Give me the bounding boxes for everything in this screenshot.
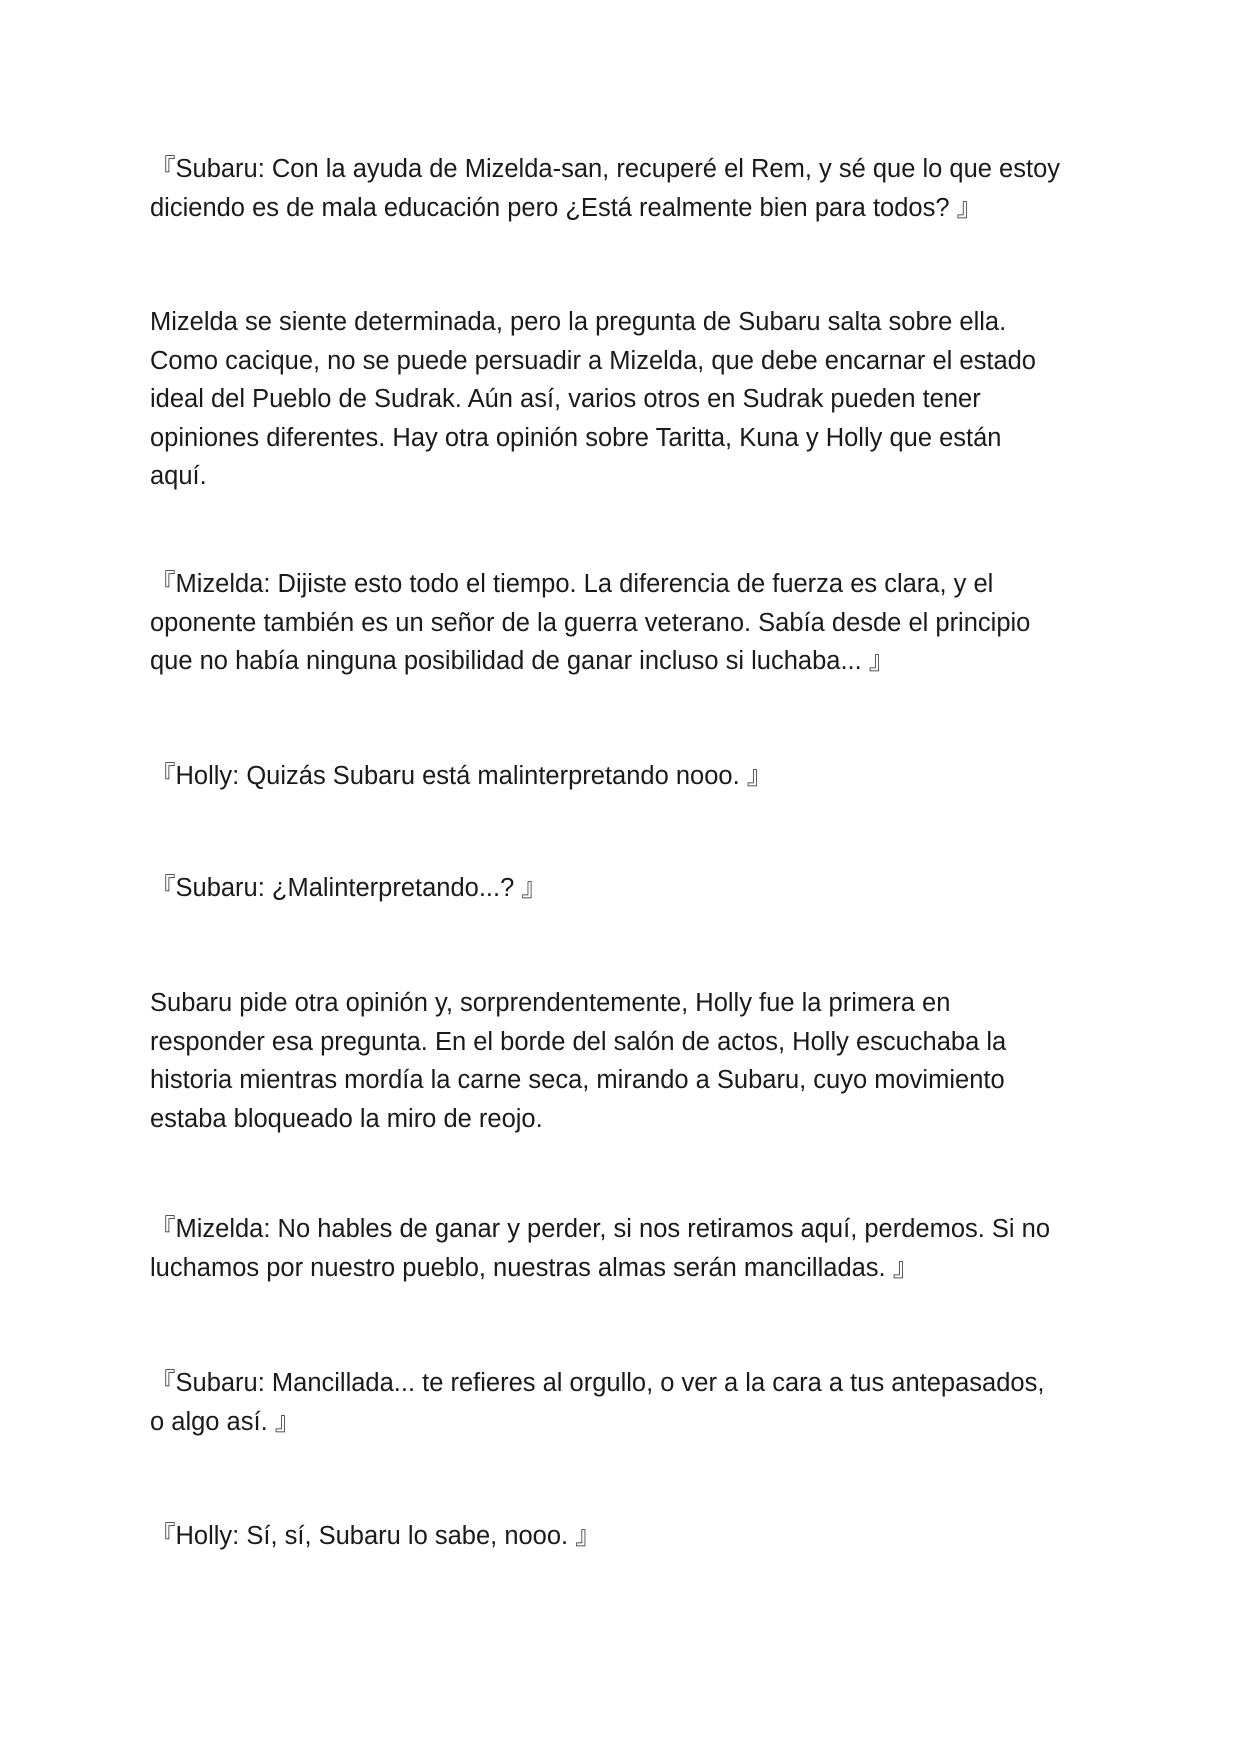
dialogue-subaru-1: 『Subaru: Con la ayuda de Mizelda-san, recuperé el Rem, y sé que lo que estoy diciendo es de mala educación pero ¿Está realmente bien para todos? 』 (150, 155, 1061, 222)
dialogue-holly-1: 『Holly: Quizás Subaru está malinterpretando nooo. 』 (150, 762, 773, 790)
narration-paragraph-2: Subaru pide otra opinión y, sorprendentemente, Holly fue la primera en responder esa pregunta. En el borde del salón de actos, Holly escuchaba la historia mientras mordía la carne seca, mirando a Subaru, cuyo movimiento estaba bloqueado la miro de reojo. (150, 989, 1007, 1133)
dialogue-subaru-2: 『Subaru: ¿Malinterpretando...? 』 (150, 874, 547, 902)
dialogue-mizelda-1: 『Mizelda: Dijiste esto todo el tiempo. La diferencia de fuerza es clara, y el oponente también es un señor de la guerra veterano. Sabía desde el principio que no había ninguna posibilidad de ganar incluso si luchaba... 』 (150, 570, 1031, 675)
narration-paragraph-1: Mizelda se siente determinada, pero la pregunta de Subaru salta sobre ella. Como cacique, no se puede persuadir a Mizelda, que debe encarnar el estado ideal del Pueblo de Sudrak. Aún así, varios otros en Sudrak pueden tener opiniones diferentes. Hay otra opinión sobre Taritta, Kuna y Holly que están aquí. (150, 308, 1036, 490)
dialogue-subaru-3: 『Subaru: Mancillada... te refieres al orgullo, o ver a la cara a tus antepasados, o algo así. 』 (150, 1369, 1045, 1436)
dialogue-mizelda-2: 『Mizelda: No hables de ganar y perder, si nos retiramos aquí, perdemos. Si no luchamos por nuestro pueblo, nuestras almas serán mancilladas. 』 (150, 1215, 1051, 1282)
dialogue-holly-2: 『Holly: Sí, sí, Subaru lo sabe, nooo. 』 (150, 1522, 601, 1550)
